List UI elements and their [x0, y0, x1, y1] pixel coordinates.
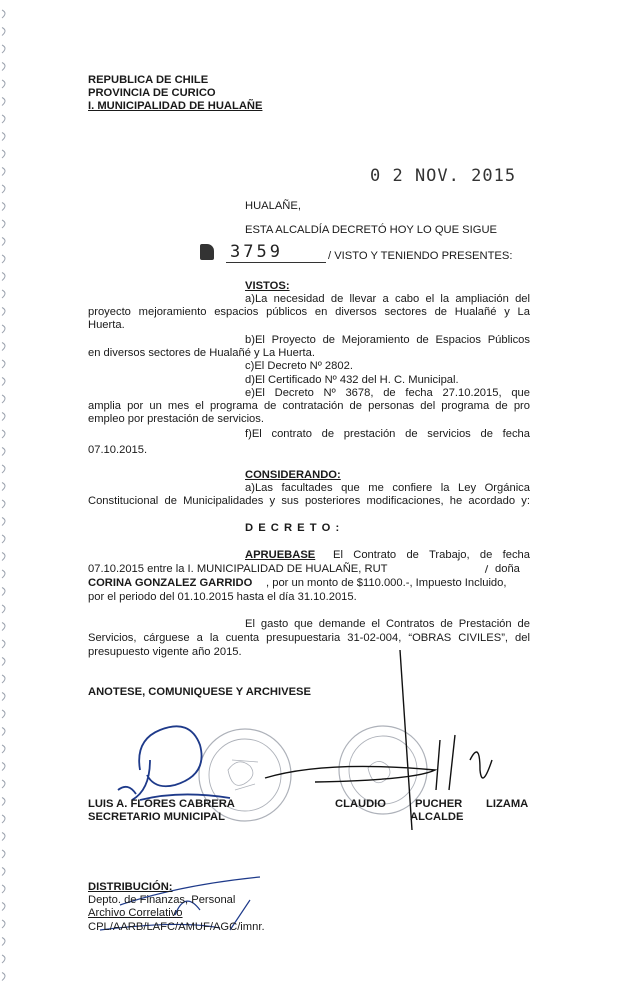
vistos-b-line2: en diversos sectores de Hualañé y La Huerta. [88, 347, 315, 359]
decreto-heading: D E C R E T O : [245, 522, 341, 534]
decree-number-underline [226, 262, 326, 263]
binding-hole [2, 203, 5, 211]
binding-hole [2, 535, 5, 543]
vistos-a-line2: proyecto mejoramiento espacios públicos en diversos sectores de Hualañé y La [88, 306, 530, 318]
binding-hole [2, 220, 5, 228]
beneficiary-name: CORINA GONZALEZ GARRIDO [88, 577, 253, 589]
date-stamp: 0 2 NOV. 2015 [370, 166, 517, 186]
decreto-p2-line1: El gasto que demande el Contratos de Prestación de [245, 618, 530, 630]
decreto-p1-amount: , por un monto de $110.000.-, Impuesto Incluido, [266, 577, 507, 589]
alcaldia-line: ESTA ALCALDÍA DECRETÓ HOY LO QUE SIGUE [245, 224, 497, 236]
vistos-d: d)El Certificado Nº 432 del H. C. Municipal. [245, 374, 459, 386]
distribucion-heading: DISTRIBUCIÓN: [88, 881, 173, 893]
binding-hole [2, 710, 5, 718]
place-label: HUALAÑE, [245, 200, 301, 212]
binding-hole [2, 658, 5, 666]
vistos-e-line3: empleo por prestación de servicios. [88, 413, 264, 425]
binding-hole [2, 955, 5, 963]
vistos-e-line1: e)El Decreto Nº 3678, de fecha 27.10.2015, que [245, 387, 530, 399]
decree-number-stamp-mark [200, 244, 214, 260]
vistos-f-line2: 07.10.2015. [88, 444, 148, 456]
distribucion-line1: Depto. de Finanzas, Personal [88, 894, 236, 906]
apruebase-label: APRUEBASE [245, 549, 316, 561]
decreto-p1-line2: 07.10.2015 entre la I. MUNICIPALIDAD DE HUALAÑE, RUT [88, 563, 388, 575]
decree-number: 3759 [230, 242, 283, 262]
binding-hole [2, 973, 5, 981]
binding-hole [2, 430, 5, 438]
header-province: PROVINCIA DE CURICO [88, 87, 216, 99]
binding-hole [2, 483, 5, 491]
vistos-e-line2: amplia por un mes el programa de contratación de personas del programa de pro [88, 400, 530, 412]
binding-hole [2, 920, 5, 928]
vistos-a-line1: a)La necesidad de llevar a cabo el la ampliación del [245, 293, 530, 305]
binding-hole [2, 448, 5, 456]
binding-hole [2, 308, 5, 316]
binding-hole [2, 640, 5, 648]
header-country: REPUBLICA DE CHILE [88, 74, 209, 86]
binding-hole [2, 833, 5, 841]
binding-hole [2, 360, 5, 368]
decreto-p1-period: por el periodo del 01.10.2015 hasta el día 31.10.2015. [88, 591, 357, 603]
binding-hole [2, 745, 5, 753]
binding-hole [2, 500, 5, 508]
binding-hole [2, 150, 5, 158]
vistos-heading: VISTOS: [245, 280, 290, 292]
binding-hole [2, 693, 5, 701]
binding-hole [2, 763, 5, 771]
considerando-heading: CONSIDERANDO: [245, 469, 341, 481]
binding-hole [2, 885, 5, 893]
vistos-b-line1: b)El Proyecto de Mejoramiento de Espacios Públicos [245, 334, 530, 346]
redaction-tick [485, 565, 488, 573]
binding-hole [2, 623, 5, 631]
vistos-f-line1: f)El contrato de prestación de servicios de fecha [245, 428, 530, 440]
binding-hole [2, 413, 5, 421]
secretary-signature [118, 726, 230, 800]
binding-hole [2, 168, 5, 176]
distribucion-line3: CPL/AARB/LAFC/AMUF/AGC/imnr. [88, 921, 265, 933]
binding-hole [2, 28, 5, 36]
binding-hole [2, 518, 5, 526]
binding-hole [2, 465, 5, 473]
binding-hole [2, 675, 5, 683]
binding-hole [2, 570, 5, 578]
binding-hole [2, 868, 5, 876]
binding-hole [2, 63, 5, 71]
binding-hole [2, 938, 5, 946]
decreto-p2-line3: presupuesto vigente año 2015. [88, 646, 242, 658]
binding-hole [2, 378, 5, 386]
binding-holes [0, 0, 14, 985]
secretary-name: LUIS A. FLORES CABRERA [88, 798, 235, 810]
binding-hole [2, 98, 5, 106]
vistos-c: c)El Decreto Nº 2802. [245, 360, 353, 372]
mayor-first-name: CLAUDIO [335, 798, 386, 810]
considerando-a-line2: Constitucional de Municipalidades y sus posteriores modificaciones, he acordado y: [88, 495, 530, 507]
decreto-p1-line1: El Contrato de Trabajo, de fecha [333, 549, 530, 561]
vistos-a-line3: Huerta. [88, 319, 125, 331]
distribucion-line2: Archivo Correlativo [88, 907, 183, 919]
binding-hole [2, 395, 5, 403]
binding-hole [2, 325, 5, 333]
binding-hole [2, 780, 5, 788]
binding-hole [2, 728, 5, 736]
binding-hole [2, 255, 5, 263]
binding-hole [2, 588, 5, 596]
header-municipality: I. MUNICIPALIDAD DE HUALAÑE [88, 100, 263, 112]
binding-hole [2, 903, 5, 911]
binding-hole [2, 815, 5, 823]
mayor-last-name: LIZAMA [486, 798, 529, 810]
binding-hole [2, 290, 5, 298]
binding-hole [2, 273, 5, 281]
binding-hole [2, 115, 5, 123]
mayor-title: ALCALDE [410, 811, 464, 823]
binding-hole [2, 80, 5, 88]
binding-hole [2, 185, 5, 193]
secretary-title: SECRETARIO MUNICIPAL [88, 811, 225, 823]
binding-hole [2, 850, 5, 858]
anotese-line: ANOTESE, COMUNIQUESE Y ARCHIVESE [88, 686, 311, 698]
decreto-p2-line2: Servicios, cárguese a la cuenta presupuestaria 31-02-004, “OBRAS CIVILES”, del [88, 632, 530, 644]
decreto-p1-dona: doña [495, 563, 520, 575]
binding-hole [2, 238, 5, 246]
binding-hole [2, 45, 5, 53]
binding-hole [2, 605, 5, 613]
considerando-a-line1: a)Las facultades que me confiere la Ley Orgánica [245, 482, 530, 494]
binding-hole [2, 798, 5, 806]
binding-hole [2, 133, 5, 141]
visto-teniendo-label: / VISTO Y TENIENDO PRESENTES: [328, 250, 513, 262]
mayor-middle-name: PUCHER [415, 798, 463, 810]
binding-hole [2, 10, 5, 18]
binding-hole [2, 343, 5, 351]
binding-hole [2, 553, 5, 561]
